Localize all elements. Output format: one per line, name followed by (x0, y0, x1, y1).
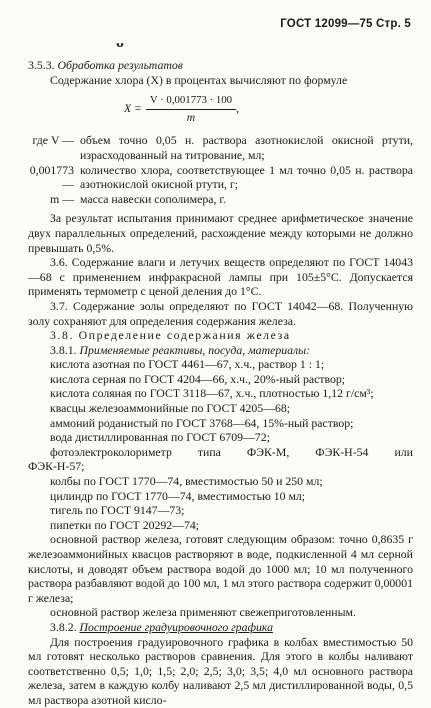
definitions: где V — объем точно 0,05 н. раствора азотнокислой окисной ртути, израсходованный на титрование, мл; 0,001773 — количество хлора, соответствующее 1 мл точно 0,05 н. раствора азотнокислой окисной ртути, г; m — масса навески сополимера, г. (29, 133, 413, 206)
section-heading: 3.8. Определение содержания железа (50, 328, 291, 343)
document-body (28, 58, 413, 708)
paragraph: 3.6. Содержание влаги и летучих веществ определяют по ГОСТ 14043—68 с применением инфракрасной лампы при 105±5°С. Допускается применять термометр с ценой деления до 1°С. (28, 255, 413, 299)
paragraph: Содержание хлора (X) в процентах вычисляют по формуле (50, 72, 348, 87)
paragraph: Для построения градуировочного графика в колбах вместимостью 50 мл готовят несколько растворов сравнения. Для этого в колбы наливают соответственно 0,5; 1,0; 1,5; 2,0; 2,5; 3,0; 3,5; 4,0 мл основного раствора железа, затем в каждую колбу наливают 2,5 мл дистиллированной воды, 0,5 мл раствора азотной кисло- (28, 634, 413, 707)
list-item: колбы по ГОСТ 1770—74, вместимостью 50 и 250 мл; (50, 474, 323, 489)
handwritten-mark: ᴗ (116, 34, 124, 51)
list-item: цилиндр по ГОСТ 1770—74, вместимостью 10 мл; (50, 488, 306, 503)
list-item: тигель по ГОСТ 9147—73; (50, 503, 185, 518)
list-item: кислота азотная по ГОСТ 4461—67, х.ч., раствор 1 : 1; (50, 357, 325, 372)
section-heading: 3.5.3. Обработка результатов (28, 58, 183, 72)
section-heading: 3.8.2. Построение градуировочного графика (50, 619, 273, 634)
paragraph: основной раствор железа, готовят следующим образом: точно 0,8635 г железоаммонийных квасцов растворяют в воде, подкисленной 4 мл серной кислоты, и доводят объем раствора водой до 1000 мл; 10 мл полученного раствора разбавляют водой до 100 мл, 1 мл этого раствора содержит 0,00001 г железа; (28, 532, 413, 605)
list-item: квасцы железоаммонийные по ГОСТ 4205—68; (50, 401, 291, 416)
list-item-continued: ФЭК-Н-57; (28, 459, 85, 474)
paragraph: За результат испытания принимают среднее арифметическое значение двух параллельных определений, расхождение между которыми не должно превышать 0,5%. (28, 211, 413, 255)
formula: X = $\frac{V \cdot 0,001773 \cdot 100}{m}$ , (124, 94, 239, 124)
paragraph: 3.7. Содержание золы определяют по ГОСТ 14042—68. Полученную золу сохраняют для определения содержания железа. (28, 298, 413, 328)
paragraph: основной раствор железа применяют свежеприготовленным. (50, 605, 356, 620)
list-item: пипетки по ГОСТ 20292—74; (50, 517, 200, 532)
page-header: ГОСТ 12099—75 Стр. 5 (280, 18, 411, 30)
section-heading: 3.8.1. Применяемые реактивы, посуда, материалы: (50, 342, 311, 357)
formula-fraction: $\frac{V \cdot 0,001773 \cdot 100}{m}$ (146, 93, 236, 125)
list-item: аммоний роданистый по ГОСТ 3768—64, 15%-ный раствор; (50, 415, 354, 430)
list-item: вода дистиллированная по ГОСТ 6709—72; (50, 430, 270, 445)
list-item: кислота серная по ГОСТ 4204—66, х.ч., 20%-ный раствор; (50, 371, 346, 386)
list-item: фотоэлектроколориметр типа ФЭК-М, ФЭК-Н-54 или (50, 444, 413, 459)
list-item: кислота соляная по ГОСТ 3118—67, х.ч., плотностью 1,12 г/см³; (50, 386, 374, 401)
